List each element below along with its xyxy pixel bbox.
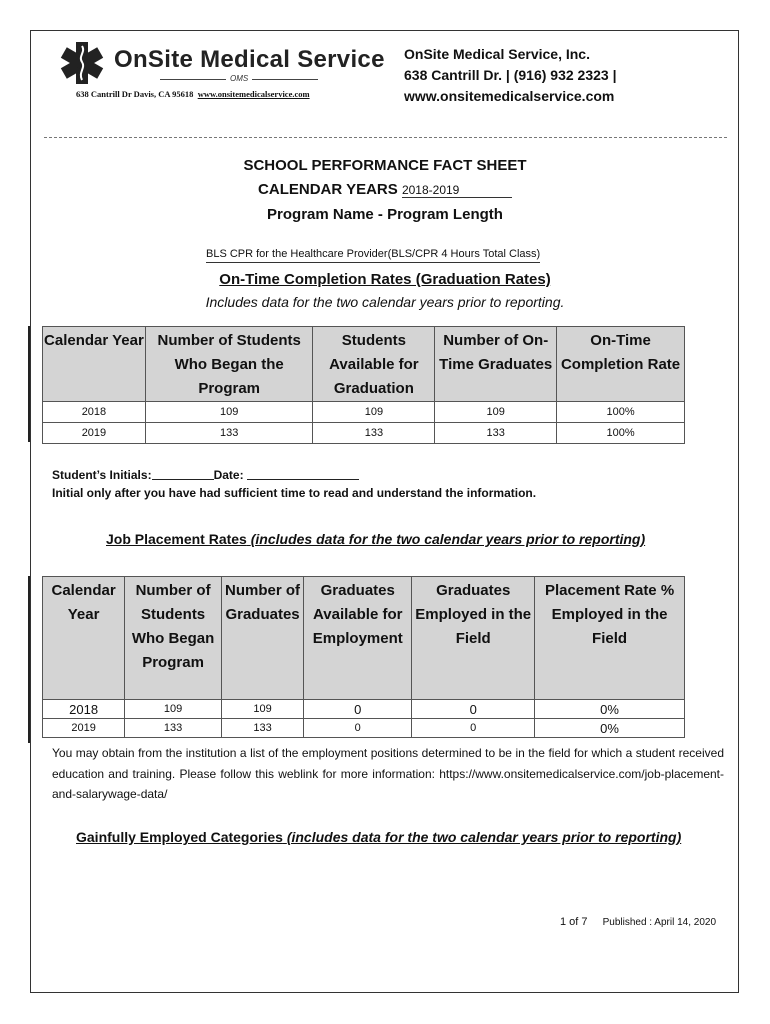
page-number: 1 of 7	[560, 916, 588, 928]
company-address: 638 Cantrill Dr. | (916) 932 2323 |	[404, 67, 617, 83]
star-of-life-icon	[52, 40, 112, 86]
table-cell: 100%	[557, 423, 685, 444]
gainful-heading-text: Gainfully Employed Categories	[76, 829, 283, 845]
table-cell: 0	[304, 719, 412, 738]
placement-note: You may obtain from the institution a list of the employment positions determined to be in the field for which a student received education and training. Please follow this weblink for more information: https://www.onsitemedicalservice.com/job-placement-and-salarywage-data/	[52, 746, 724, 801]
table-cell: 133	[145, 423, 313, 444]
initials-field[interactable]	[152, 467, 214, 480]
table-header: Number of Students Who Began the Program	[145, 327, 313, 402]
page-border	[30, 30, 739, 993]
table-cell: 100%	[557, 402, 685, 423]
logo-name: OnSite Medical Service	[114, 46, 385, 73]
table-cell: 109	[313, 402, 435, 423]
completion-table	[42, 326, 685, 444]
table-cell: 0%	[535, 719, 685, 738]
company-website[interactable]: www.onsitemedicalservice.com	[404, 88, 615, 104]
company-logo	[52, 40, 385, 102]
completion-subheading: Includes data for the two calendar years prior to reporting.	[205, 294, 565, 310]
table-cell: 0%	[535, 700, 685, 719]
table-header: On-Time Completion Rate	[557, 327, 685, 402]
gainful-heading	[76, 829, 681, 845]
table-header: Graduates Available for Employment	[304, 577, 412, 700]
table-header: Calendar Year	[43, 327, 146, 402]
gainful-heading-italic: (includes data for the two calendar years prior to reporting)	[286, 829, 682, 845]
table-row	[43, 423, 685, 444]
table-cell: 109	[145, 402, 313, 423]
margin-bar	[28, 326, 30, 442]
table-cell: 2019	[43, 719, 125, 738]
logo-website: www.onsitemedicalservice.com	[197, 89, 310, 99]
table-header: Placement Rate % Employed in the Field	[535, 577, 685, 700]
date-field[interactable]	[247, 467, 359, 480]
placement-heading	[106, 531, 645, 547]
table-cell: 109	[221, 700, 303, 719]
program-heading: Program Name - Program Length	[267, 206, 503, 223]
initials-note: Initial only after you have had sufficient time to read and understand the information.	[52, 486, 537, 500]
table-cell: 2018	[43, 700, 125, 719]
table-row	[43, 402, 685, 423]
calendar-years-label: CALENDAR YEARS	[258, 181, 398, 198]
published-date: Published : April 14, 2020	[602, 917, 717, 928]
table-cell: 109	[435, 402, 557, 423]
table-row	[43, 719, 685, 738]
placement-heading-italic: (includes data for the two calendar years prior to reporting)	[250, 531, 646, 547]
initials-line	[52, 466, 359, 480]
table-header-row	[43, 327, 685, 402]
completion-heading: On-Time Completion Rates (Graduation Rates)	[219, 271, 551, 288]
table-cell: 2018	[43, 402, 146, 423]
table-header: Graduates Employed in the Field	[412, 577, 535, 700]
page-footer	[560, 916, 716, 928]
logo-oms: OMS	[230, 74, 249, 83]
table-header: Number of On-Time Graduates	[435, 327, 557, 402]
logo-address	[76, 89, 310, 99]
table-cell: 2019	[43, 423, 146, 444]
company-name: OnSite Medical Service, Inc.	[404, 46, 590, 62]
table-cell: 0	[304, 700, 412, 719]
logo-address-line: 638 Cantrill Dr Davis, CA 95618	[76, 89, 194, 99]
program-name: BLS CPR for the Healthcare Provider(BLS/CPR 4 Hours Total Class)	[206, 248, 540, 263]
table-header: Calendar Year	[43, 577, 125, 700]
table-cell: 109	[125, 700, 222, 719]
table-cell: 133	[313, 423, 435, 444]
table-header-row	[43, 577, 685, 700]
placement-heading-text: Job Placement Rates	[106, 531, 247, 547]
date-label: Date:	[213, 468, 244, 482]
divider	[44, 137, 727, 138]
margin-bar	[28, 576, 30, 743]
initials-label: Student’s Initials:	[52, 468, 152, 482]
page-title: SCHOOL PERFORMANCE FACT SHEET	[243, 157, 527, 174]
table-cell: 133	[221, 719, 303, 738]
table-cell: 133	[125, 719, 222, 738]
table-row	[43, 700, 685, 719]
placement-table	[42, 576, 685, 738]
table-cell: 0	[412, 719, 535, 738]
calendar-years	[0, 181, 770, 198]
table-cell: 0	[412, 700, 535, 719]
table-cell: 133	[435, 423, 557, 444]
calendar-years-value: 2018-2019	[402, 183, 512, 198]
company-info	[404, 44, 617, 107]
table-header: Number of Graduates	[221, 577, 303, 700]
table-header: Students Available for Graduation	[313, 327, 435, 402]
table-header: Number of Students Who Began Program	[125, 577, 222, 700]
